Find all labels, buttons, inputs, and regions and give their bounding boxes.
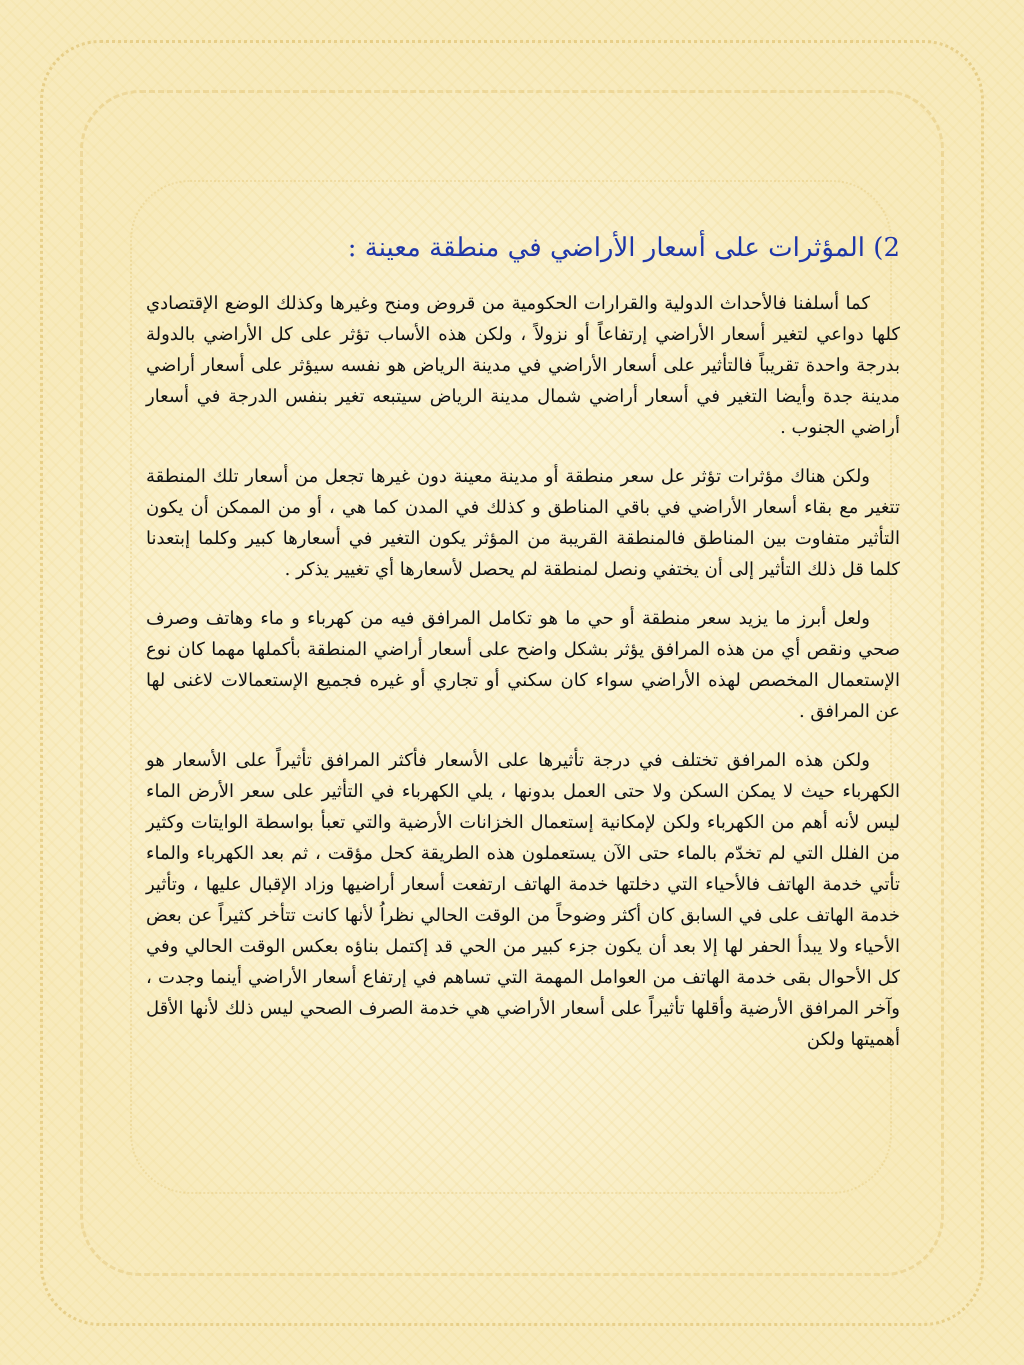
paragraph-2: ولكن هناك مؤثرات تؤثر عل سعر منطقة أو مدينة معينة دون غيرها تجعل من أسعار تلك المنطقة تتغير مع بقاء أسعار الأراضي في باقي المناطق و كذلك في المدن كما هي ، أو من الممكن أن يكون التأثير متفاوت بين المناطق فالمنطقة القريبة من المؤثر يكون التغير في أسعارها كبير وكلما إبتعدنا كلما قل ذلك التأثير إلى أن يختفي ونصل لمنطقة لم يحصل لأسعارها أي تغيير يذكر .: [146, 466, 900, 580]
paragraph-1: كما أسلفنا فالأحداث الدولية والقرارات الحكومية من قروض ومنح وغيرها وكذلك الوضع الإقتصادي كلها دواعي لتغير أسعار الأراضي إرتفاعاً أو نزولاً ، ولكن هذه الأساب تؤثر على كل الأراضي بالدولة بدرجة واحدة تقريباً فالتأثير على أسعار الأراضي في مدينة الرياض هو نفسه سيؤثر على أسعار أراضي مدينة جدة وأيضا التغير في أسعار أراضي شمال مدينة الرياض سيتبعه تغير بنفس الدرجة في أسعار أراضي الجنوب .: [146, 293, 900, 438]
document-body: [146, 228, 900, 1073]
section-heading: 2) المؤثرات على أسعار الأراضي في منطقة معينة :: [347, 233, 900, 263]
paragraph-3: ولعل أبرز ما يزيد سعر منطقة أو حي ما هو تكامل المرافق فيه من كهرباء و ماء وهاتف وصرف صحي ونقص أي من هذه المرافق يؤثر بشكل واضح على أسعار أراضي المنطقة بأكملها مهما كان نوع الإستعمال المخصص لهذه الأراضي سواء كان سكني أو تجاري أو غيره فجميع الإستعمالات لاغنى لها عن المرافق .: [146, 608, 900, 722]
paragraph-4: ولكن هذه المرافق تختلف في درجة تأثيرها على الأسعار فأكثر المرافق تأثيراً على الأسعار هو الكهرباء حيث لا يمكن السكن ولا حتى العمل بدونها ، يلي الكهرباء في التأثير على سعر الأرض الماء ليس لأنه أهم من الكهرباء ولكن لإمكانية إستعمال الخزانات الأرضية والتي تعبأ بواسطة الوايتات وكثير من الفلل التي لم تخدّم بالماء حتى الآن يستعملون هذه الطريقة كحل مؤقت ، ثم بعد الكهرباء والماء تأتي خدمة الهاتف فالأحياء التي دخلتها خدمة الهاتف ارتفعت أسعار أراضيها وزاد الإقبال عليها ، وتأثير خدمة الهاتف على في السابق كان أكثر وضوحاً من الوقت الحالي نظراُ لأنها كانت تتأخر كثيراً عن بعض الأحياء ولا يبدأ الحفر لها إلا بعد أن يكون جزء كبير من الحي قد إكتمل بناؤه بعكس الوقت الحالي وفي كل الأحوال بقى خدمة الهاتف من العوامل المهمة التي تساهم في إرتفاع أسعار الأراضي أينما وجدت ، وآخر المرافق الأرضية وأقلها تأثيراً على أسعار الأراضي هي خدمة الصرف الصحي ليس ذلك لأنها الأقل أهميتها ولكن: [146, 750, 901, 1050]
